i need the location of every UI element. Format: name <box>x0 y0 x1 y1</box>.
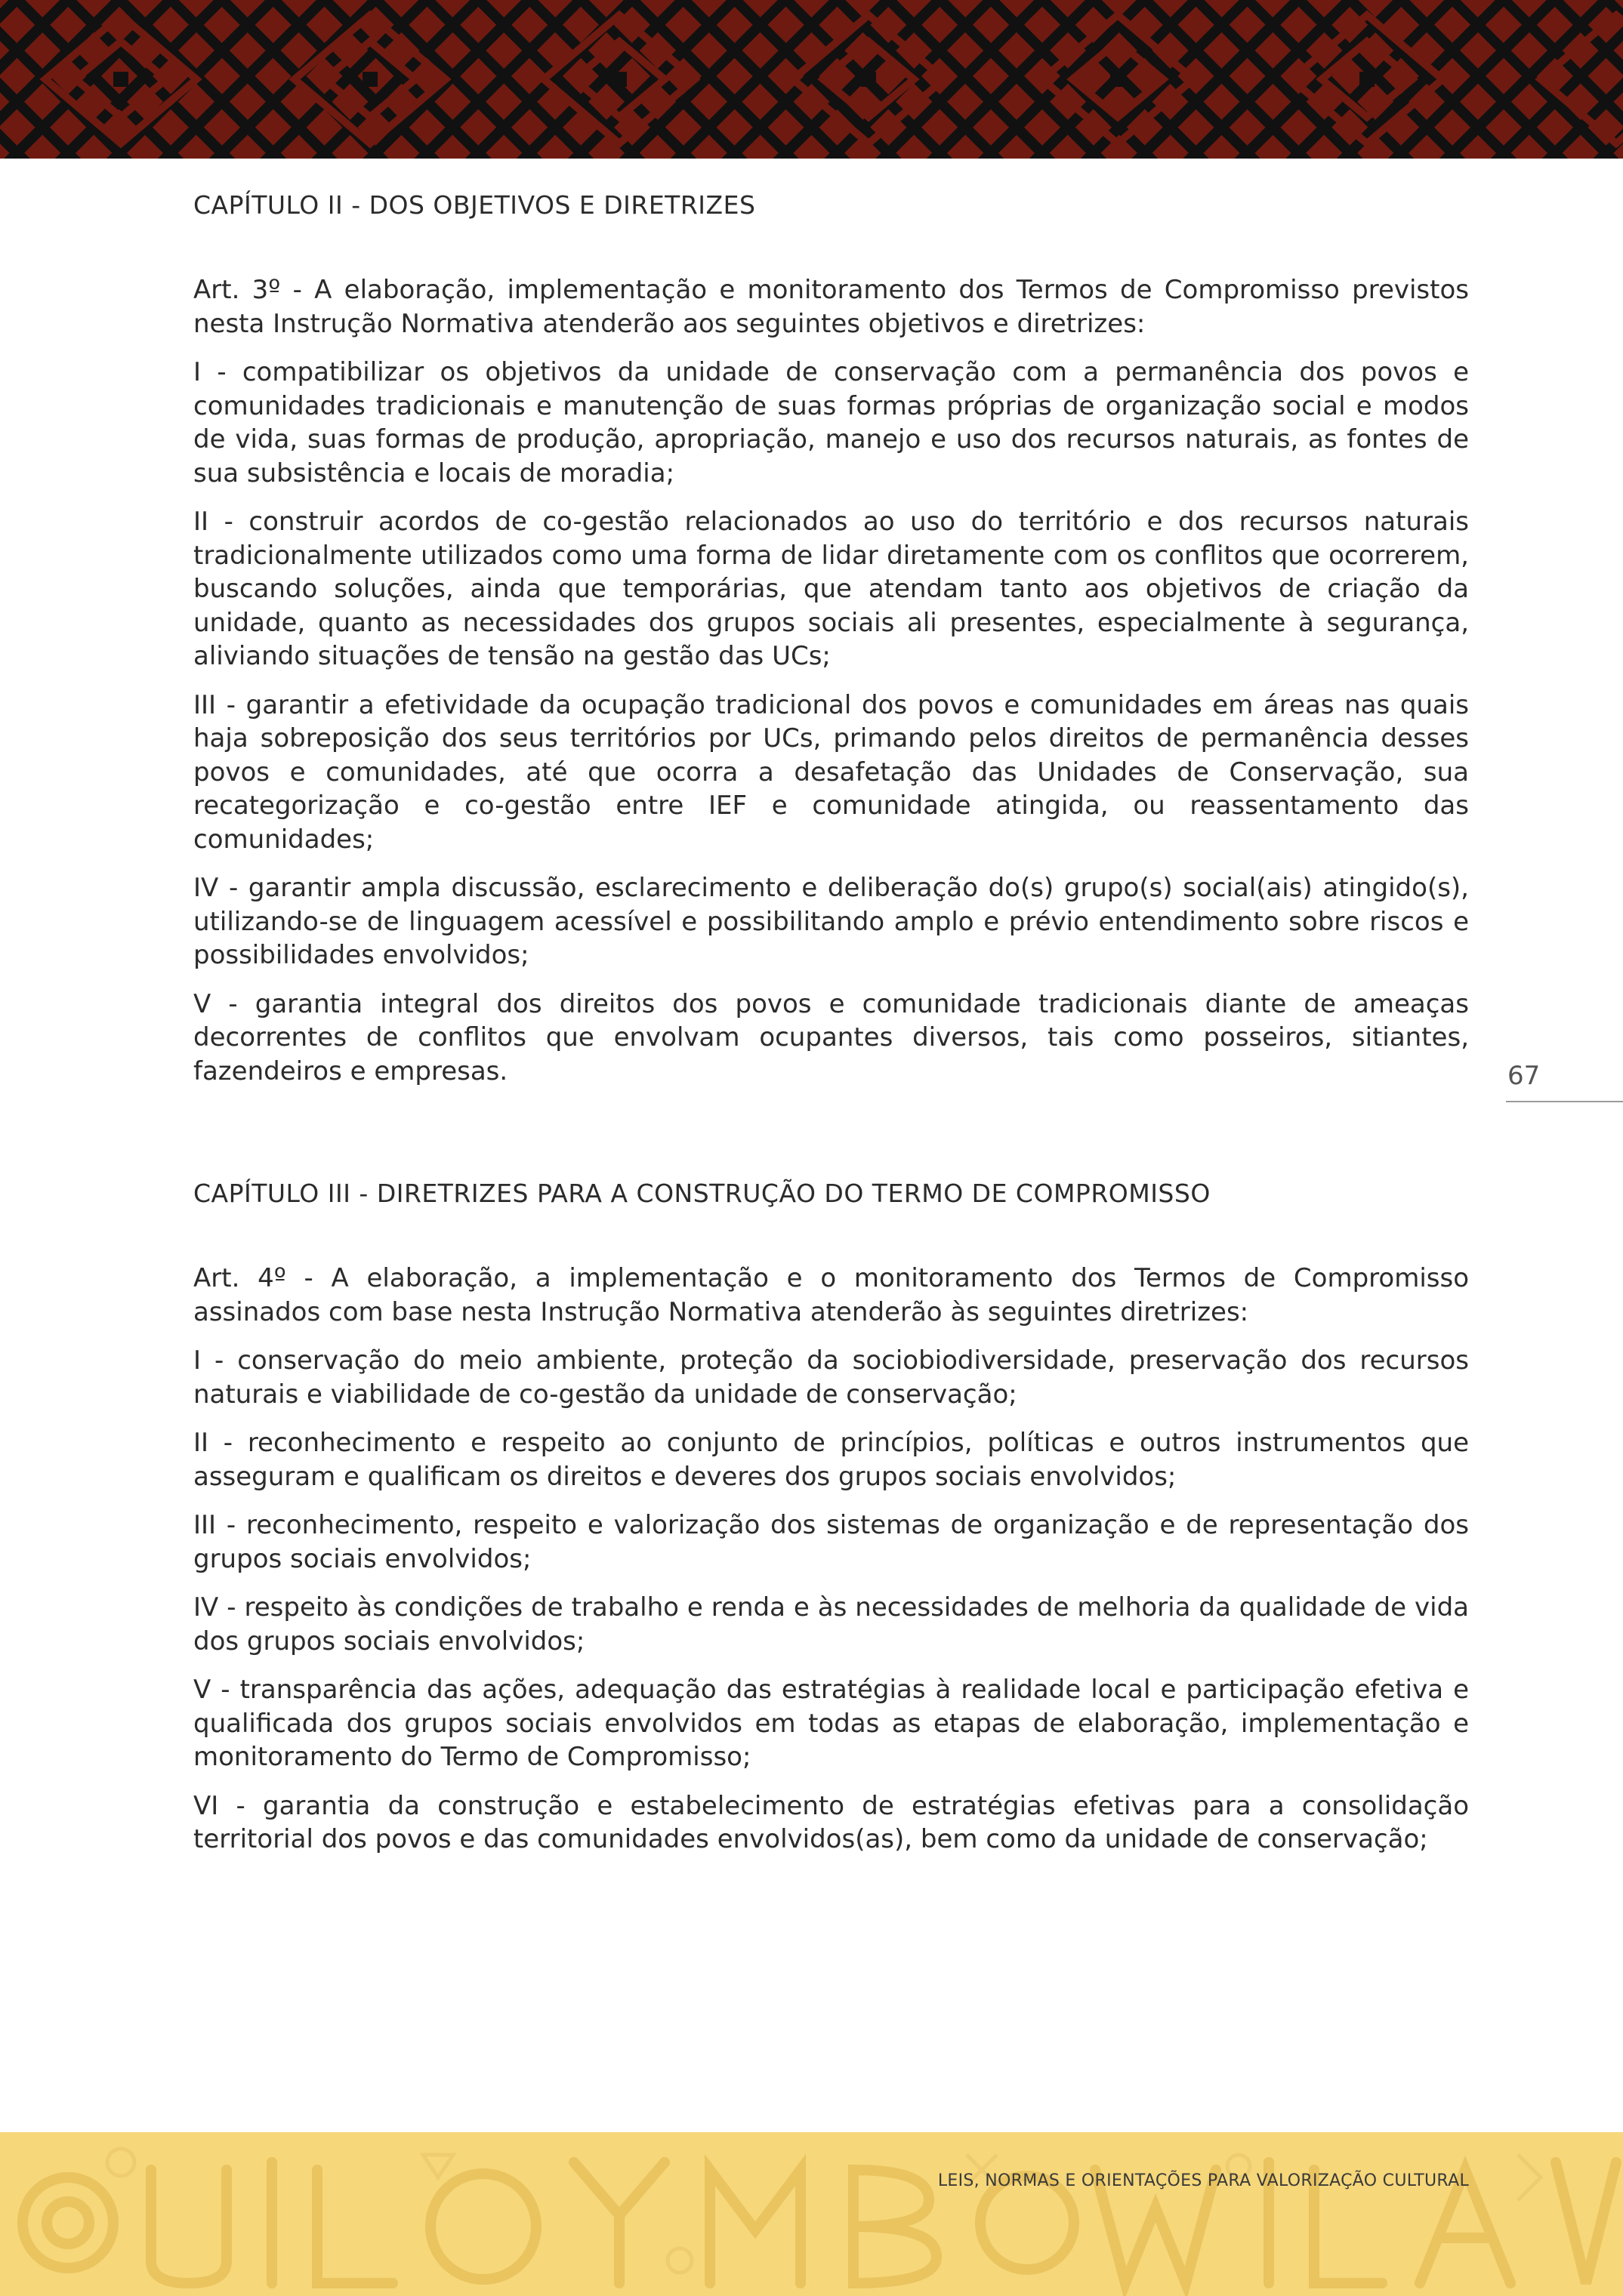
bottom-decorative-band <box>0 2132 1623 2296</box>
top-decorative-banner <box>0 0 1623 159</box>
diamond-pattern <box>0 0 1623 159</box>
page-number: 67 <box>1507 1061 1541 1091</box>
chapter-2-title: CAPÍTULO II - DOS OBJETIVOS E DIRETRIZES <box>193 190 756 220</box>
article-3-item-iii: III - garantir a efetividade da ocupação tradicional dos povos e comunidades em áreas nas quais haja sobreposição dos seus territórios por UCs, primando pelos direitos de permanência desses povos e comunidades, até que ocorra a desafetação das Unidades de Conservação, sua recategorização e co-gestão entre IEF e comunidade atingida, ou reassentamento das comunidades; <box>193 689 1469 855</box>
footer-title: LEIS, NORMAS E ORIENTAÇÕES PARA VALORIZAÇÃO CULTURAL <box>937 2171 1469 2190</box>
article-4-item-ii: II - reconhecimento e respeito ao conjunto de princípios, políticas e outros instrumentos que asseguram e qualificam os direitos e deveres dos grupos sociais envolvidos; <box>193 1428 1469 1492</box>
article-4-item-iv: IV - respeito às condições de trabalho e renda e às necessidades de melhoria da qualidade de vida dos grupos sociais envolvidos; <box>193 1592 1469 1657</box>
decorative-glyph-pattern <box>0 2132 1623 2296</box>
article-4: Art. 4º - A elaboração, a implementação e o monitoramento dos Termos de Compromisso assinados com base nesta Instrução Normativa atenderão às seguintes diretrizes: <box>193 1263 1469 1327</box>
article-3-item-v: V - garantia integral dos direitos dos povos e comunidade tradicionais diante de ameaças decorrentes de conflitos que envolvam ocupantes diversos, tais como posseiros, sitiantes, fazendeiros e empresas. <box>193 988 1469 1086</box>
article-4-item-i: I - conservação do meio ambiente, proteção da sociobiodiversidade, preservação dos recursos naturais e viabilidade de co-gestão da unidade de conservação; <box>193 1345 1469 1410</box>
article-4-item-v: V - transparência das ações, adequação das estratégias à realidade local e participação efetiva e qualificada dos grupos sociais envolvidos em todas as etapas de elaboração, implementação e monitoramento do Termo de Compromisso; <box>193 1675 1469 1772</box>
chapter-3-title: CAPÍTULO III - DIRETRIZES PARA A CONSTRUÇÃO DO TERMO DE COMPROMISSO <box>193 1179 1211 1208</box>
article-3: Art. 3º - A elaboração, implementação e monitoramento dos Termos de Compromisso previstos nesta Instrução Normativa atenderão aos seguintes objetivos e diretrizes: <box>193 275 1469 339</box>
article-3-item-ii: II - construir acordos de co-gestão relacionados ao uso do território e dos recursos naturais tradicionalmente utilizados como uma forma de lidar diretamente com os conflitos que ocorrerem, buscando soluções, ainda que temporárias, que atendam tanto aos objetivos de criação da unidade, quanto as necessidades dos grupos sociais ali presentes, especialmente à segurança, aliviando situações de tensão na gestão das UCs; <box>193 507 1469 671</box>
page-number-rule <box>1506 1101 1623 1102</box>
document-body <box>193 189 1469 1857</box>
article-3-item-i: I - compatibilizar os objetivos da unidade de conservação com a permanência dos povos e comunidades tradicionais e manutenção de suas formas próprias de organização social e modos de vida, suas formas de produção, apropriação, manejo e uso dos recursos naturais, as fontes de sua subsistência e locais de moradia; <box>193 357 1469 488</box>
article-3-item-iv: IV - garantir ampla discussão, esclarecimento e deliberação do(s) grupo(s) social(ais) atingido(s), utilizando-se de linguagem acessível e possibilitando amplo e prévio entendimento sobre riscos e possibilidades envolvidos; <box>193 873 1469 970</box>
article-4-item-iii: III - reconhecimento, respeito e valorização dos sistemas de organização e de representação dos grupos sociais envolvidos; <box>193 1510 1469 1574</box>
article-4-item-vi: VI - garantia da construção e estabelecimento de estratégias efetivas para a consolidação territorial dos povos e das comunidades envolvidos(as), bem como da unidade de conservação; <box>193 1790 1469 1854</box>
